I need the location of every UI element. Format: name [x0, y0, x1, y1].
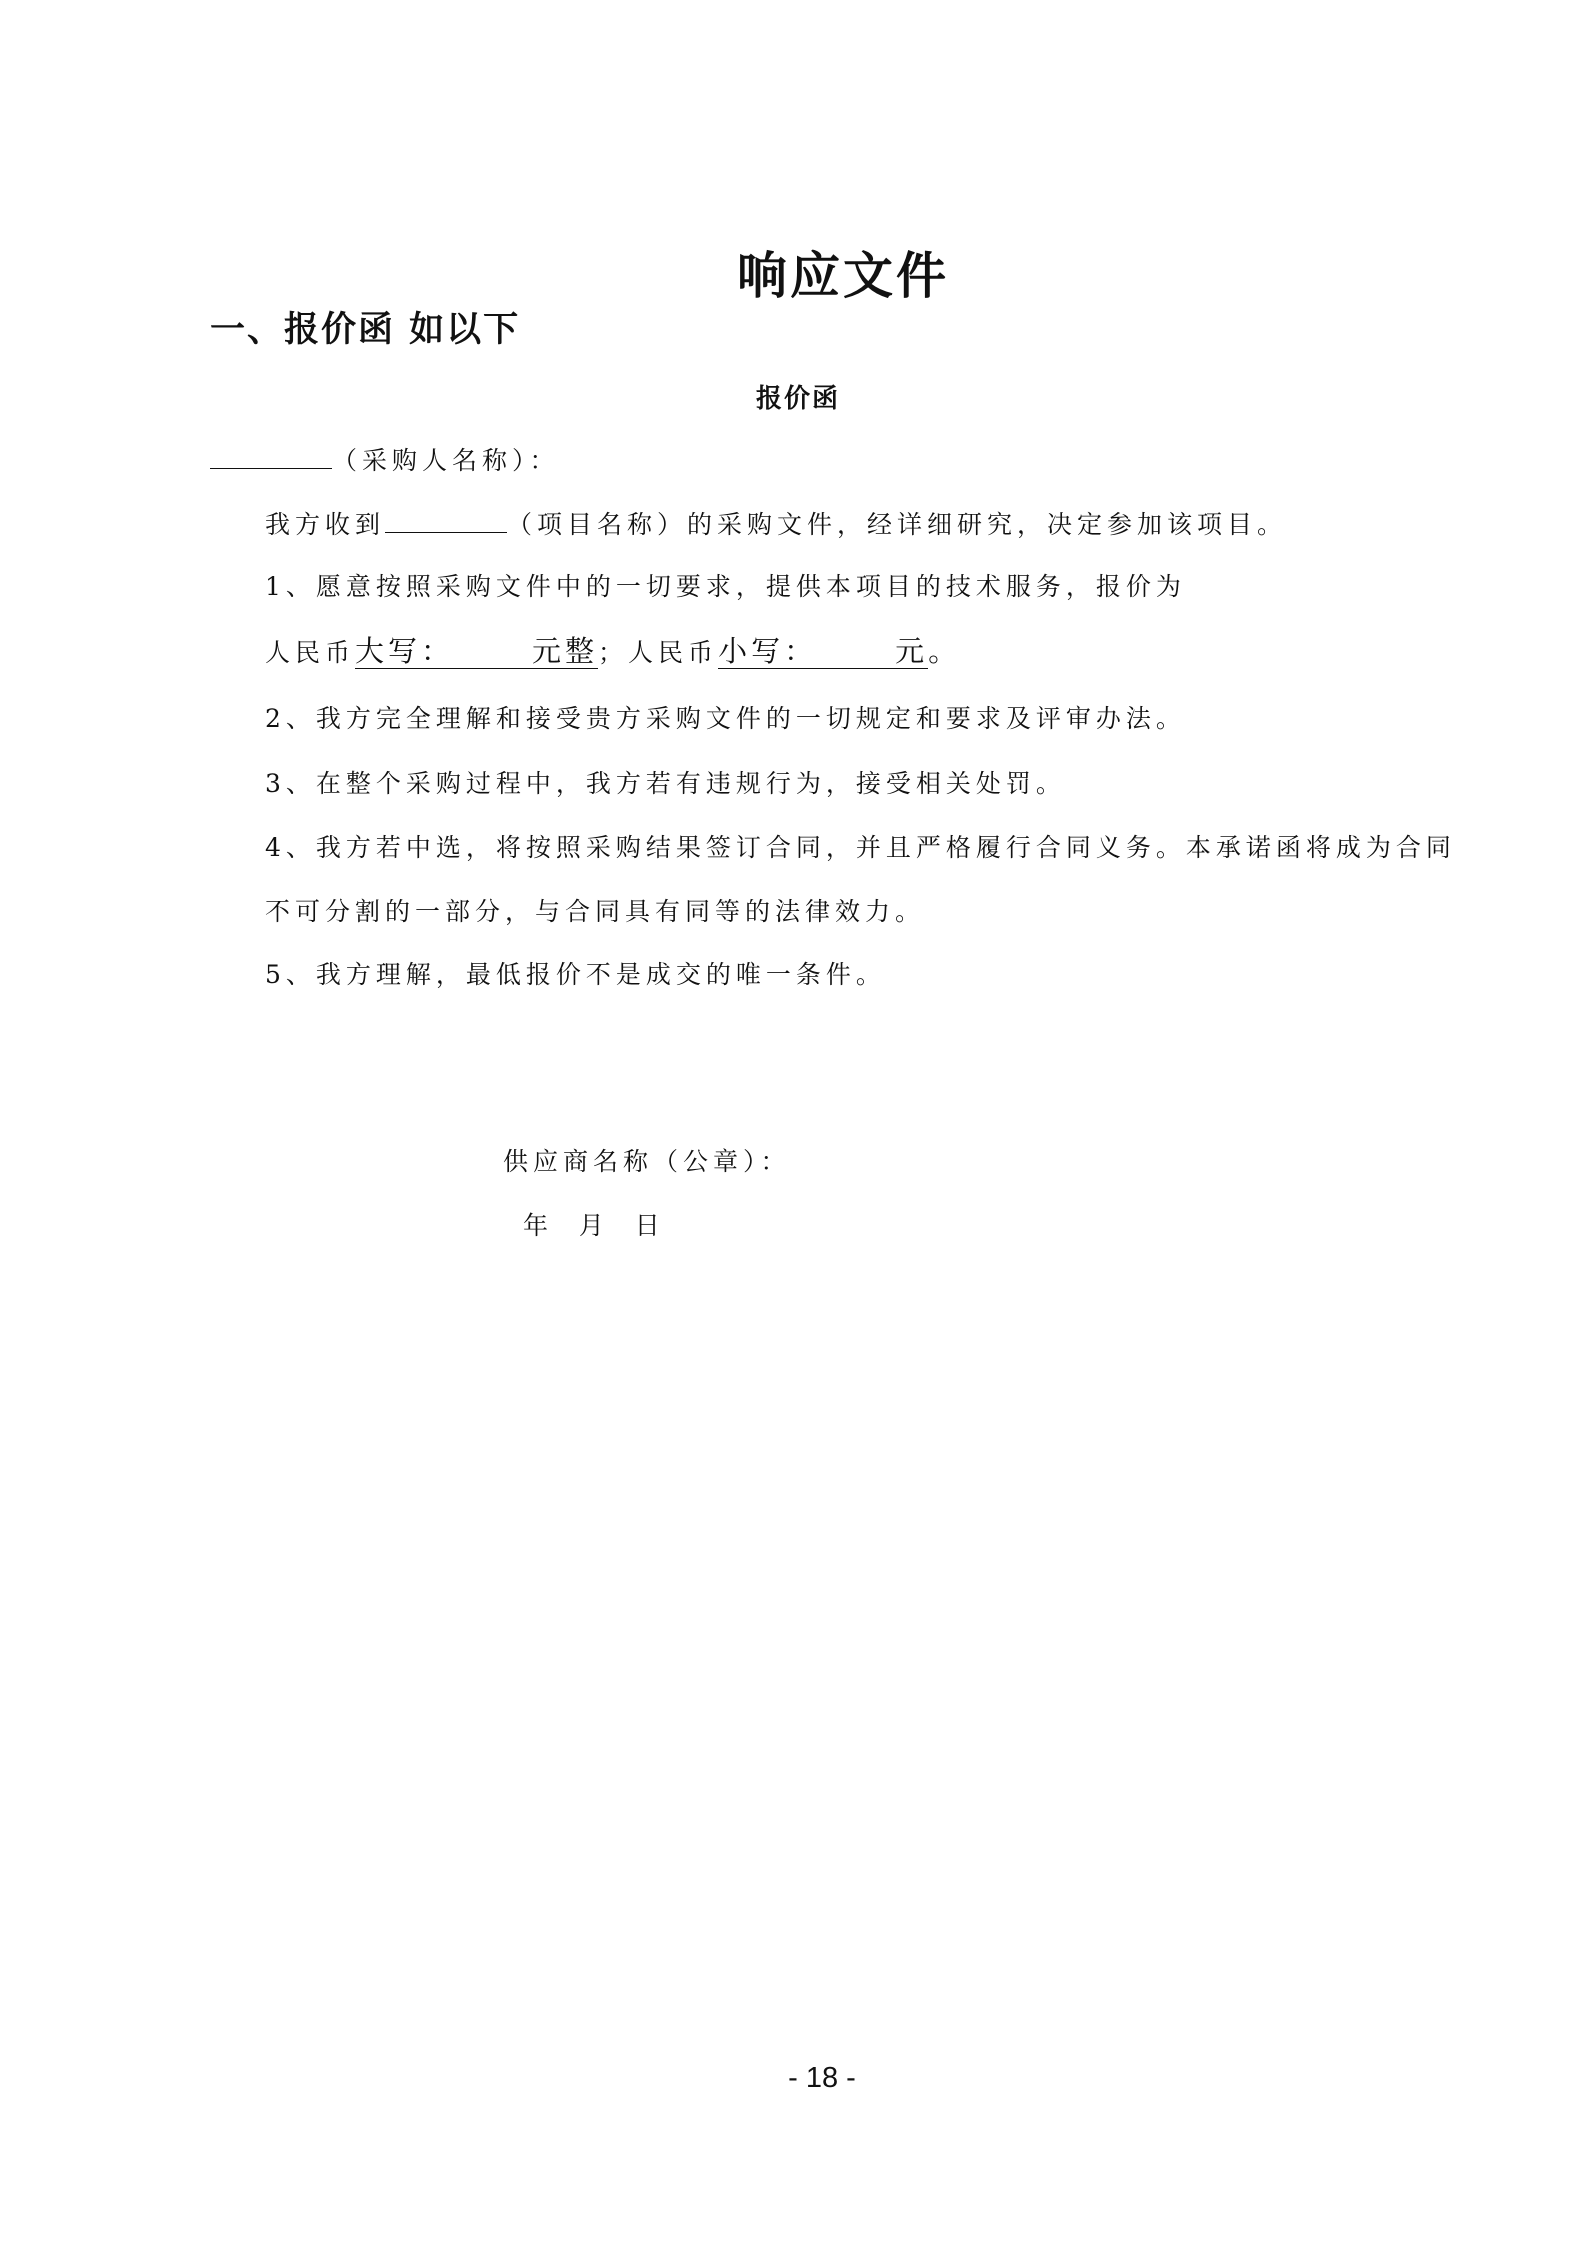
rmb-separator: ；人民币	[598, 638, 719, 667]
page-number: - 18 -	[788, 2062, 856, 2094]
upper-amount-field	[355, 634, 598, 669]
lower-amount-field	[718, 634, 928, 669]
lower-amount-unit: 元	[895, 634, 929, 668]
upper-amount-label: 大写：	[355, 634, 455, 668]
item-3-line: 3、在整个采购过程中，我方若有违规行为，接受相关处罚。	[265, 769, 1066, 798]
item-4-line-1: 4、我方若中选，将按照采购结果签订合同，并且严格履行合同义务。本承诺函将成为合同	[265, 833, 1456, 862]
intro-prefix: 我方收到	[265, 510, 386, 539]
item-2-line: 2、我方完全理解和接受贵方采购文件的一切规定和要求及评审办法。	[265, 704, 1186, 733]
project-name-blank	[385, 506, 507, 533]
purchaser-name-label: （采购人名称）：	[332, 446, 560, 475]
item-5-line: 5、我方理解，最低报价不是成交的唯一条件。	[265, 960, 886, 989]
rmb-prefix: 人民币	[265, 638, 356, 667]
intro-line	[265, 506, 1287, 542]
document-title: 响应文件	[737, 247, 949, 305]
supplier-name-label: 供应商名称（公章）：	[503, 1147, 791, 1176]
letter-title: 报价函	[755, 384, 840, 414]
upper-amount-unit: 元整	[532, 634, 599, 668]
date-line: 年 月 日	[523, 1211, 665, 1240]
lower-amount-label: 小写：	[718, 634, 818, 668]
item-4-line-2: 不可分割的一部分，与合同具有同等的法律效力。	[265, 897, 926, 926]
addressee-line	[210, 442, 560, 478]
section-heading: 一、报价函 如以下	[210, 310, 521, 350]
price-line-end: 。	[928, 634, 962, 668]
item-1-line: 1、愿意按照采购文件中的一切要求，提供本项目的技术服务，报价为	[265, 572, 1186, 601]
intro-suffix: （项目名称）的采购文件，经详细研究，决定参加该项目。	[507, 510, 1288, 539]
price-line	[265, 634, 961, 670]
purchaser-name-blank	[210, 442, 332, 469]
